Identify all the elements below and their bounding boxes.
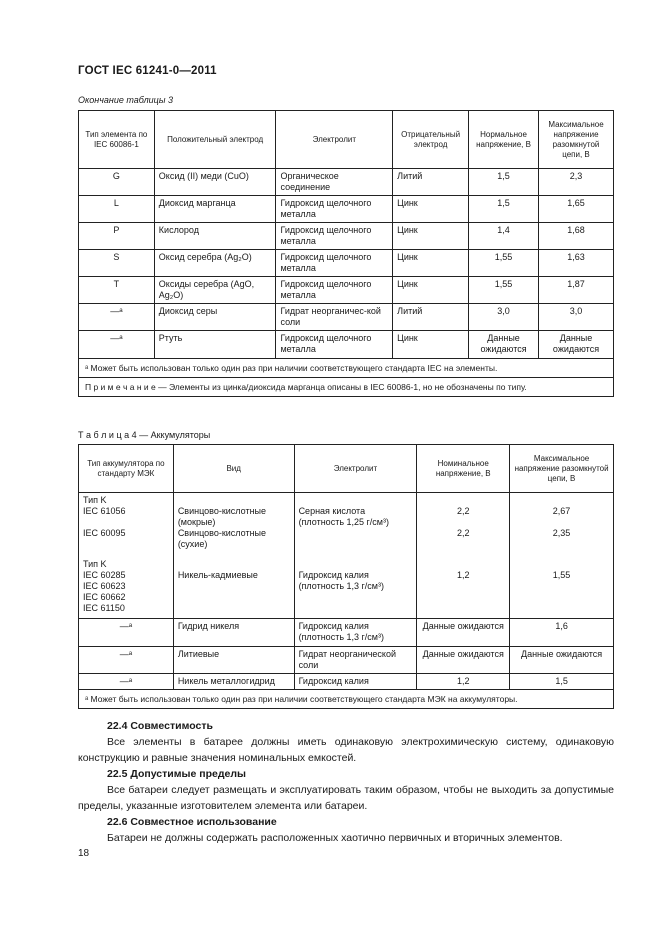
table-header-row xyxy=(79,111,614,169)
table-cell: Цинк xyxy=(393,223,469,250)
table-cell: Цинк xyxy=(393,196,469,223)
table-cell: Цинк xyxy=(393,250,469,277)
table4-footnote: ᵃ Может быть использован только один раз при наличии соответствующего стандарта МЭК на аккумуляторы. xyxy=(79,690,614,709)
type-line: IEC 60662 xyxy=(83,591,126,602)
table-cell: 1,87 xyxy=(539,277,614,304)
table-cell: —ᵃ xyxy=(79,619,174,647)
table-row xyxy=(79,674,614,690)
table-cell xyxy=(417,557,510,619)
table-header-cell: Нормальное напряжение, В xyxy=(469,111,539,169)
voltage-value: 2,2 xyxy=(456,528,470,538)
table-cell: 1,4 xyxy=(469,223,539,250)
page-number: 18 xyxy=(78,848,90,859)
table-cell: Гидроксид щелочного металла xyxy=(276,250,393,277)
table-footnote-row xyxy=(79,359,614,378)
table-cell: Никель металлогидрид xyxy=(173,674,294,690)
type-line: Тип K xyxy=(83,558,107,569)
table-cell: Гидроксид калия xyxy=(294,674,417,690)
table-header-cell: Электролит xyxy=(276,111,393,169)
table-cell: S xyxy=(79,250,155,277)
table-footnote-row xyxy=(79,690,614,709)
table-cell: Гидроксид щелочного металла xyxy=(276,277,393,304)
table-row xyxy=(79,277,614,304)
type-line: IEC 61056 xyxy=(83,506,126,516)
type-line: Тип K xyxy=(83,495,107,505)
table-header-cell: Тип элемента по IEC 60086-1 xyxy=(79,111,155,169)
table-cell: 1,55 xyxy=(469,250,539,277)
sections xyxy=(78,720,614,846)
table-header-cell: Положительный электрод xyxy=(154,111,276,169)
voltage-value: 2,2 xyxy=(456,506,470,516)
table-row xyxy=(79,304,614,331)
table-header-cell: Отрицательный электрод xyxy=(393,111,469,169)
table-cell: L xyxy=(79,196,155,223)
kind-line: Свинцово-кислотные (мокрые) xyxy=(177,506,267,527)
table-cell: 1,5 xyxy=(510,674,614,690)
table-cell: G xyxy=(79,169,155,196)
table3-note: П р и м е ч а н и е — Элементы из цинка/диоксида марганца описаны в IEC 60086-1, но не обозначены по типу. xyxy=(79,378,614,397)
table-cell: Гидроксид калия (плотность 1,3 г/см³) xyxy=(294,619,417,647)
table-cell: Литиевые xyxy=(173,647,294,674)
table-cell: —ᵃ xyxy=(79,647,174,674)
section-title: 22.4 Совместимость xyxy=(107,720,213,732)
table-cell: —ᵃ xyxy=(79,331,155,359)
section-text: Батареи не должны содержать расположенных хаотично первичных и вторичных элементов. xyxy=(107,832,563,844)
table-cell xyxy=(294,493,417,557)
table-cell: 1,6 xyxy=(510,619,614,647)
table-cell: T xyxy=(79,277,155,304)
table-cell: Кислород xyxy=(154,223,276,250)
max-voltage-value: 2,67 xyxy=(552,506,571,516)
table-cell: 1,65 xyxy=(539,196,614,223)
table-cell: 1,55 xyxy=(469,277,539,304)
kind-line: Никель-кадмиевые xyxy=(177,569,258,580)
table-cell: Данные ожидаются xyxy=(539,331,614,359)
type-line: IEC 61150 xyxy=(83,602,125,613)
max-voltage-value: 2,35 xyxy=(552,528,571,538)
voltage-value: 1,2 xyxy=(456,569,470,580)
table-header-cell: Максимальное напряжение разомкнутой цепи, В xyxy=(539,111,614,169)
table-cell: Литий xyxy=(393,169,469,196)
section-title: 22.5 Допустимые пределы xyxy=(107,768,246,780)
type-line: IEC 60285 xyxy=(83,569,126,580)
table-cell: Литий xyxy=(393,304,469,331)
table-cell: 1,5 xyxy=(469,196,539,223)
table-cell: 1,5 xyxy=(469,169,539,196)
table-cell: —ᵃ xyxy=(79,674,174,690)
table-row xyxy=(79,250,614,277)
table-header-cell: Тип аккумулятора по стандарту МЭК xyxy=(79,445,174,493)
table-row xyxy=(79,647,614,674)
section-text: Все элементы в батарее должны иметь одинаковую электрохимическую систему, одинаковую конструкцию и равные значения номинальных емкостей. xyxy=(78,736,614,764)
table-row xyxy=(79,493,614,557)
table-cell: Диоксид марганца xyxy=(154,196,276,223)
table-cell xyxy=(510,557,614,619)
table-cell: Данные ожидаются xyxy=(417,647,510,674)
table-header-cell: Номинальное напряжение, В xyxy=(417,445,510,493)
table-cell xyxy=(173,493,294,557)
table-cell: 1,2 xyxy=(417,674,510,690)
table-cell xyxy=(510,493,614,557)
max-voltage-value: 1,55 xyxy=(552,569,571,580)
table-cell xyxy=(417,493,510,557)
table-cell: Гидроксид щелочного металла xyxy=(276,223,393,250)
table-cell: —ᵃ xyxy=(79,304,155,331)
table-cell: Ртуть xyxy=(154,331,276,359)
table-cell: Гидрат неорганичес-кой соли xyxy=(276,304,393,331)
table-row xyxy=(79,223,614,250)
table-cell: Оксид серебра (Ag₂O) xyxy=(154,250,276,277)
table-row xyxy=(79,557,614,619)
table-cell: Данные ожидаются xyxy=(469,331,539,359)
electrolyte-text: Гидроксид калия (плотность 1,3 г/см³) xyxy=(298,569,384,591)
table4 xyxy=(78,444,614,709)
table-cell: Гидрат неорганической соли xyxy=(294,647,417,674)
table-cell xyxy=(79,493,174,557)
table3-caption: Окончание таблицы 3 xyxy=(78,95,173,105)
table-note-row xyxy=(79,378,614,397)
table-cell: 2,3 xyxy=(539,169,614,196)
type-line: IEC 60095 xyxy=(83,528,126,538)
table3-footnote: ᵃ Может быть использован только один раз при наличии соответствующего стандарта IEC на элементы. xyxy=(79,359,614,378)
table-cell xyxy=(294,557,417,619)
table-cell: 1,68 xyxy=(539,223,614,250)
section-text: Все батареи следует размещать и эксплуатировать таким образом, чтобы не выходить за допустимые пределы, указанные изготовителем элемента или батареи. xyxy=(78,784,614,812)
table-cell: Гидроксид щелочного металла xyxy=(276,196,393,223)
table-cell: Органическое соединение xyxy=(276,169,393,196)
type-line: IEC 60623 xyxy=(83,580,126,591)
table-row xyxy=(79,331,614,359)
table-cell: Оксид (II) меди (CuO) xyxy=(154,169,276,196)
table-row xyxy=(79,619,614,647)
electrolyte-text: Серная кислота (плотность 1,25 г/см³) xyxy=(298,506,389,527)
kind-line: Свинцово-кислотные (сухие) xyxy=(177,528,267,549)
section-title: 22.6 Совместное использование xyxy=(107,816,277,828)
table-cell: Данные ожидаются xyxy=(417,619,510,647)
table-header-cell: Вид xyxy=(173,445,294,493)
document-header: ГОСТ IEC 61241-0—2011 xyxy=(78,65,217,77)
table-cell: 1,63 xyxy=(539,250,614,277)
table-cell: Диоксид серы xyxy=(154,304,276,331)
table-header-cell: Электролит xyxy=(294,445,417,493)
table-cell: Гидроксид щелочного металла xyxy=(276,331,393,359)
table-cell: Оксиды серебра (AgO, Ag₂O) xyxy=(154,277,276,304)
table-row xyxy=(79,196,614,223)
table3 xyxy=(78,110,614,397)
table-cell: 3,0 xyxy=(539,304,614,331)
table-row xyxy=(79,169,614,196)
table-header-row xyxy=(79,445,614,493)
table-cell xyxy=(79,557,174,619)
table-cell xyxy=(173,557,294,619)
table-header-cell: Максимальное напряжение разомкнутой цепи, В xyxy=(510,445,614,493)
table-cell: P xyxy=(79,223,155,250)
table4-caption: Т а б л и ц а 4 — Аккумуляторы xyxy=(78,430,211,440)
table-cell: Цинк xyxy=(393,331,469,359)
table-cell: Гидрид никеля xyxy=(173,619,294,647)
table-cell: 3,0 xyxy=(469,304,539,331)
table-cell: Данные ожидаются xyxy=(510,647,614,674)
table-cell: Цинк xyxy=(393,277,469,304)
